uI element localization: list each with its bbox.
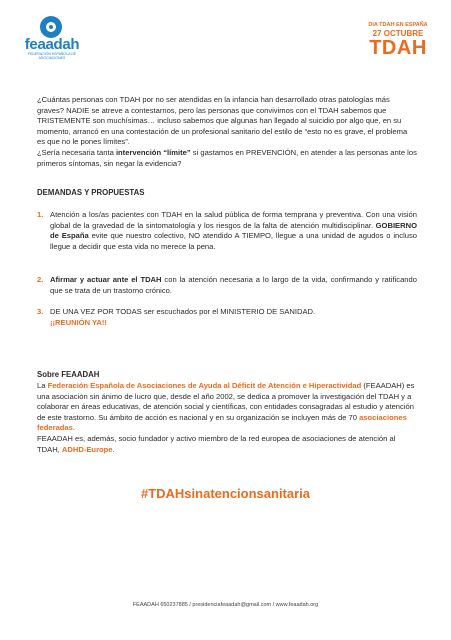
demand-number: 2. [37, 275, 44, 284]
about-paragraph: La Federación Española de Asociaciones de Ayuda al Déficit de Atención e Hiperactividad (FEAADAH) es una asociación sin ánimo de lucro que, desde el año 2002, se dedica a promover la investigación del TDAH y a colaborar en áreas educativas, de atención social y científicas, con entidades consagradas al estudio y atención de este trastorno. Su ámbito de acción es nacional y en su organización se incluyen más de 70 asociaciones federadas. FEAADAH es, además, socio fundador y activo miembro de la red europea de asociaciones de atención al TDAH, ADHD-Europe. [37, 381, 415, 454]
demand-number: 3. [37, 307, 44, 316]
about-heading: Sobre FEAADAH [37, 370, 100, 379]
tdah-day-title: TDAH [369, 37, 427, 59]
feaadah-logo-tagline: FEDERACIÓN ESPAÑOLA DE ASOCIACIONES [27, 52, 77, 60]
demands-heading: DEMANDAS Y PROPUESTAS [37, 188, 145, 197]
tdah-day-label: DIA TDAH EN ESPAÑA [368, 22, 428, 28]
feaadah-logo-icon [40, 16, 64, 38]
feaadah-logo [16, 16, 88, 60]
adhd-europe-link[interactable]: ADHD-Europe [61, 444, 113, 454]
intro-paragraph-1: ¿Cuántas personas con TDAH por no ser atendidas en la infancia han desarrollado otras patologías más graves? NADIE se atreve a contestarnos, pero las personas que convivimos con el TDAH sabemos que TRISTEMENTE son muchísimas… incluso sabemos que algunas han llegado al suicidio por algo que, en su momento, arrancó en una contestación de un profesional sanitario del estilo de “esto no es grave, el problema es que no le pones límites”. [37, 95, 408, 147]
demand-item-3: 3. DE UNA VEZ POR TODAS ser escuchados por el MINISTERIO DE SANIDAD. ¡¡REUNIÓN YA!! [37, 307, 316, 327]
intro-paragraph-2: ¿Sería necesaria tanta intervención “límite” si gastamos en PREVENCIÓN, en atender a las personas ante los primeros síntomas, sin negar la evidencia? [37, 148, 417, 168]
contact-footer: FEAADAH 650237885 / presidenciafeaadah@gmail.com / www.feaadah.org [132, 602, 319, 608]
tdah-day-logo [363, 22, 433, 58]
feaadah-logo-name: feaadah [24, 36, 80, 53]
campaign-hashtag: #TDAHsinatencionsanitaria [140, 486, 311, 501]
tdah-day-date: 27 OCTUBRE [372, 29, 424, 38]
demand-number: 1. [37, 210, 44, 219]
demand-item-2: 2. Afirmar y actuar ante el TDAH con la atención necesaria a lo largo de la vida, confirmando y ratificando que se trata de un trastorno crónico. [37, 275, 417, 295]
demand-item-1: 1. Atención a los/as pacientes con TDAH en la salud pública de forma temprana y preventiva. Con una visión global de la gravedad de la sintomatología y los riesgos de la falta de atención multidisciplinar. GOBIERNO de España evite que nuestro colectivo, NO atendido A TIEMPO, llegue a una unidad de agudos o incluso llegue a decidir que esta vida no merece la pena. [37, 210, 417, 251]
